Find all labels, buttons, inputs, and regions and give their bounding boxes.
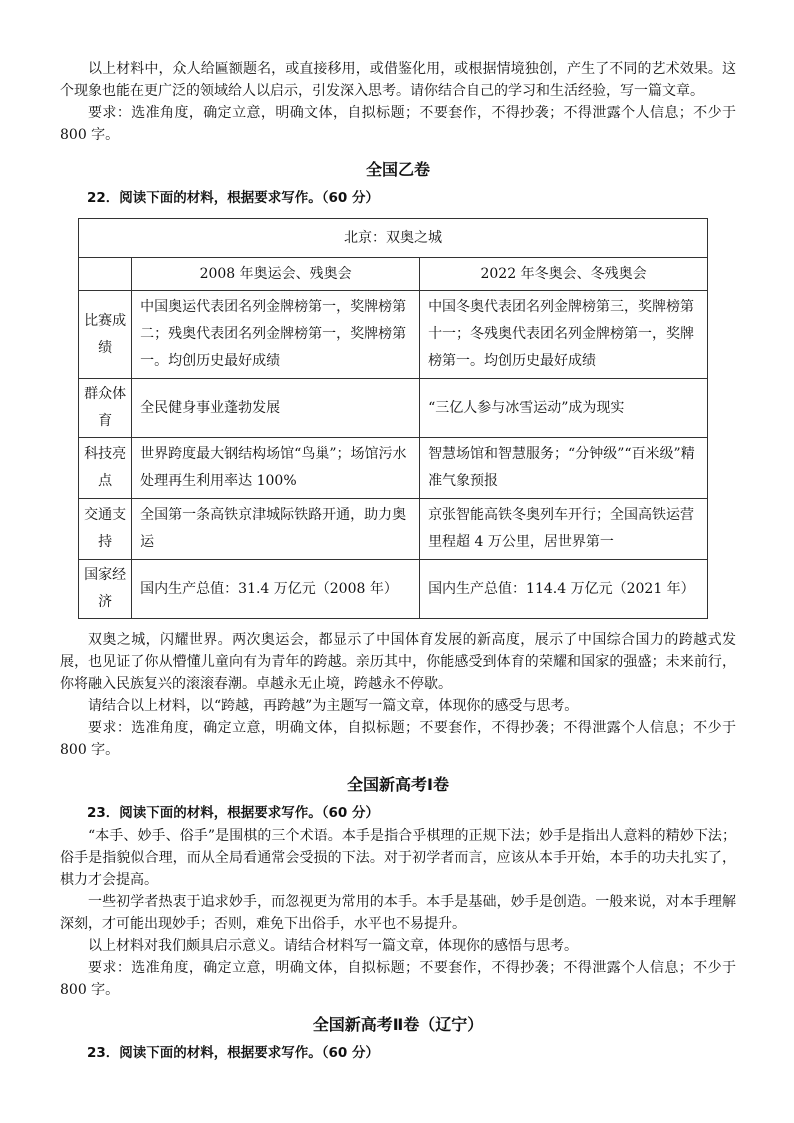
- table-cell: 智慧场馆和智慧服务；“分钟级”“百米级”精准气象预报: [420, 438, 708, 499]
- row-header: 国家经济: [79, 560, 132, 619]
- yi-paragraph-2: 请结合以上材料，以“跨越，再跨越”为主题写一篇文章，体现你的感受与思考。: [88, 698, 579, 714]
- table-cell: 全国第一条高铁京津城际铁路开通，助力奥运: [132, 499, 420, 560]
- new1-paragraph-3: 以上材料对我们颇具启示意义。请结合材料写一篇文章，体现你的感悟与思考。: [88, 938, 578, 954]
- table-cell: 中国奥运代表团名列金牌榜第一，奖牌榜第二；残奥代表团名列金牌榜第一，奖牌榜第一。均创历史最好成绩: [132, 291, 420, 379]
- table-row: [79, 291, 708, 379]
- new1-requirements: 要求：选准角度，确定立意，明确文体，自拟标题；不要套作，不得抄袭；不得泄露个人信息；不少于 800 字。: [60, 960, 736, 998]
- row-header: 交通支持: [79, 499, 132, 560]
- table-col-2022: 2022 年冬奥会、冬残奥会: [420, 258, 708, 291]
- section-title-new2: 全国新高考Ⅱ卷（辽宁）: [312, 1015, 484, 1034]
- olympics-table: [78, 218, 708, 619]
- table-cell: 世界跨度最大钢结构场馆“鸟巢”；场馆污水处理再生利用率达 100%: [132, 438, 420, 499]
- table-cell: 国内生产总值：114.4 万亿元（2021 年）: [420, 560, 708, 619]
- table-cell: 中国冬奥代表团名列金牌榜第三，奖牌榜第十一；冬残奥代表团名列金牌榜第一，奖牌榜第一。均创历史最好成绩: [420, 291, 708, 379]
- question-22-heading: 22．阅读下面的材料，根据要求写作。（60 分）: [87, 190, 380, 206]
- table-row: [79, 499, 708, 560]
- table-row: [79, 379, 708, 438]
- table-col-2008: 2008 年奥运会、残奥会: [132, 258, 420, 291]
- question-23-heading-new2: 23．阅读下面的材料，根据要求写作。（60 分）: [87, 1045, 380, 1061]
- row-header: 科技亮点: [79, 438, 132, 499]
- new1-paragraph-1: “本手、妙手、俗手”是围棋的三个术语。本手是指合乎棋理的正规下法；妙手是指出人意料的精妙下法；俗手是指貌似合理，而从全局看通常会受损的下法。对于初学者而言，应该从本手开始，本手的功夫扎实了，棋力才会提高。: [60, 828, 736, 888]
- table-corner-cell: [79, 258, 132, 291]
- section-title-new1: 全国新高考Ⅰ卷: [347, 775, 449, 794]
- document-page: [60, 58, 736, 1071]
- question-23-heading: 23．阅读下面的材料，根据要求写作。（60 分）: [87, 805, 380, 821]
- table-caption-row: [79, 219, 708, 258]
- table-caption: 北京：双奥之城: [79, 219, 708, 258]
- table-cell: 京张智能高铁冬奥列车开行；全国高铁运营里程超 4 万公里，居世界第一: [420, 499, 708, 560]
- table-cell: “三亿人参与冰雪运动”成为现实: [420, 379, 708, 438]
- intro-paragraph-1: 以上材料中，众人给匾额题名，或直接移用，或借鉴化用，或根据情境独创，产生了不同的艺术效果。这个现象也能在更广泛的领域给人以启示，引发深入思考。请你结合自己的学习和生活经验，写一篇文章。: [60, 61, 736, 99]
- section-title-yi: 全国乙卷: [365, 160, 430, 179]
- table-cell: 全民健身事业蓬勃发展: [132, 379, 420, 438]
- yi-paragraph-1: 双奥之城，闪耀世界。两次奥运会，都显示了中国体育发展的新高度，展示了中国综合国力的跨越式发展，也见证了你从懵懂儿童向有为青年的跨越。亲历其中，你能感受到体育的荣耀和国家的强盛；未来前行，你将融入民族复兴的滚滚春潮。卓越永无止境，跨越永不停歇。: [60, 632, 736, 692]
- table-row: [79, 560, 708, 619]
- yi-requirements: 要求：选准角度，确定立意，明确文体，自拟标题；不要套作，不得抄袭；不得泄露个人信息；不少于 800 字。: [60, 720, 736, 758]
- row-header: 比赛成绩: [79, 291, 132, 379]
- intro-requirements: 要求：选准角度，确定立意，明确文体，自拟标题；不要套作，不得抄袭；不得泄露个人信息；不少于 800 字。: [60, 105, 736, 143]
- new1-paragraph-2: 一些初学者热衷于追求妙手，而忽视更为常用的本手。本手是基础，妙手是创造。一般来说，对本手理解深刻，才可能出现妙手；否则，难免下出俗手，水平也不易提升。: [60, 894, 736, 932]
- row-header: 群众体育: [79, 379, 132, 438]
- table-cell: 国内生产总值：31.4 万亿元（2008 年）: [132, 560, 420, 619]
- table-header-row: [79, 258, 708, 291]
- table-row: [79, 438, 708, 499]
